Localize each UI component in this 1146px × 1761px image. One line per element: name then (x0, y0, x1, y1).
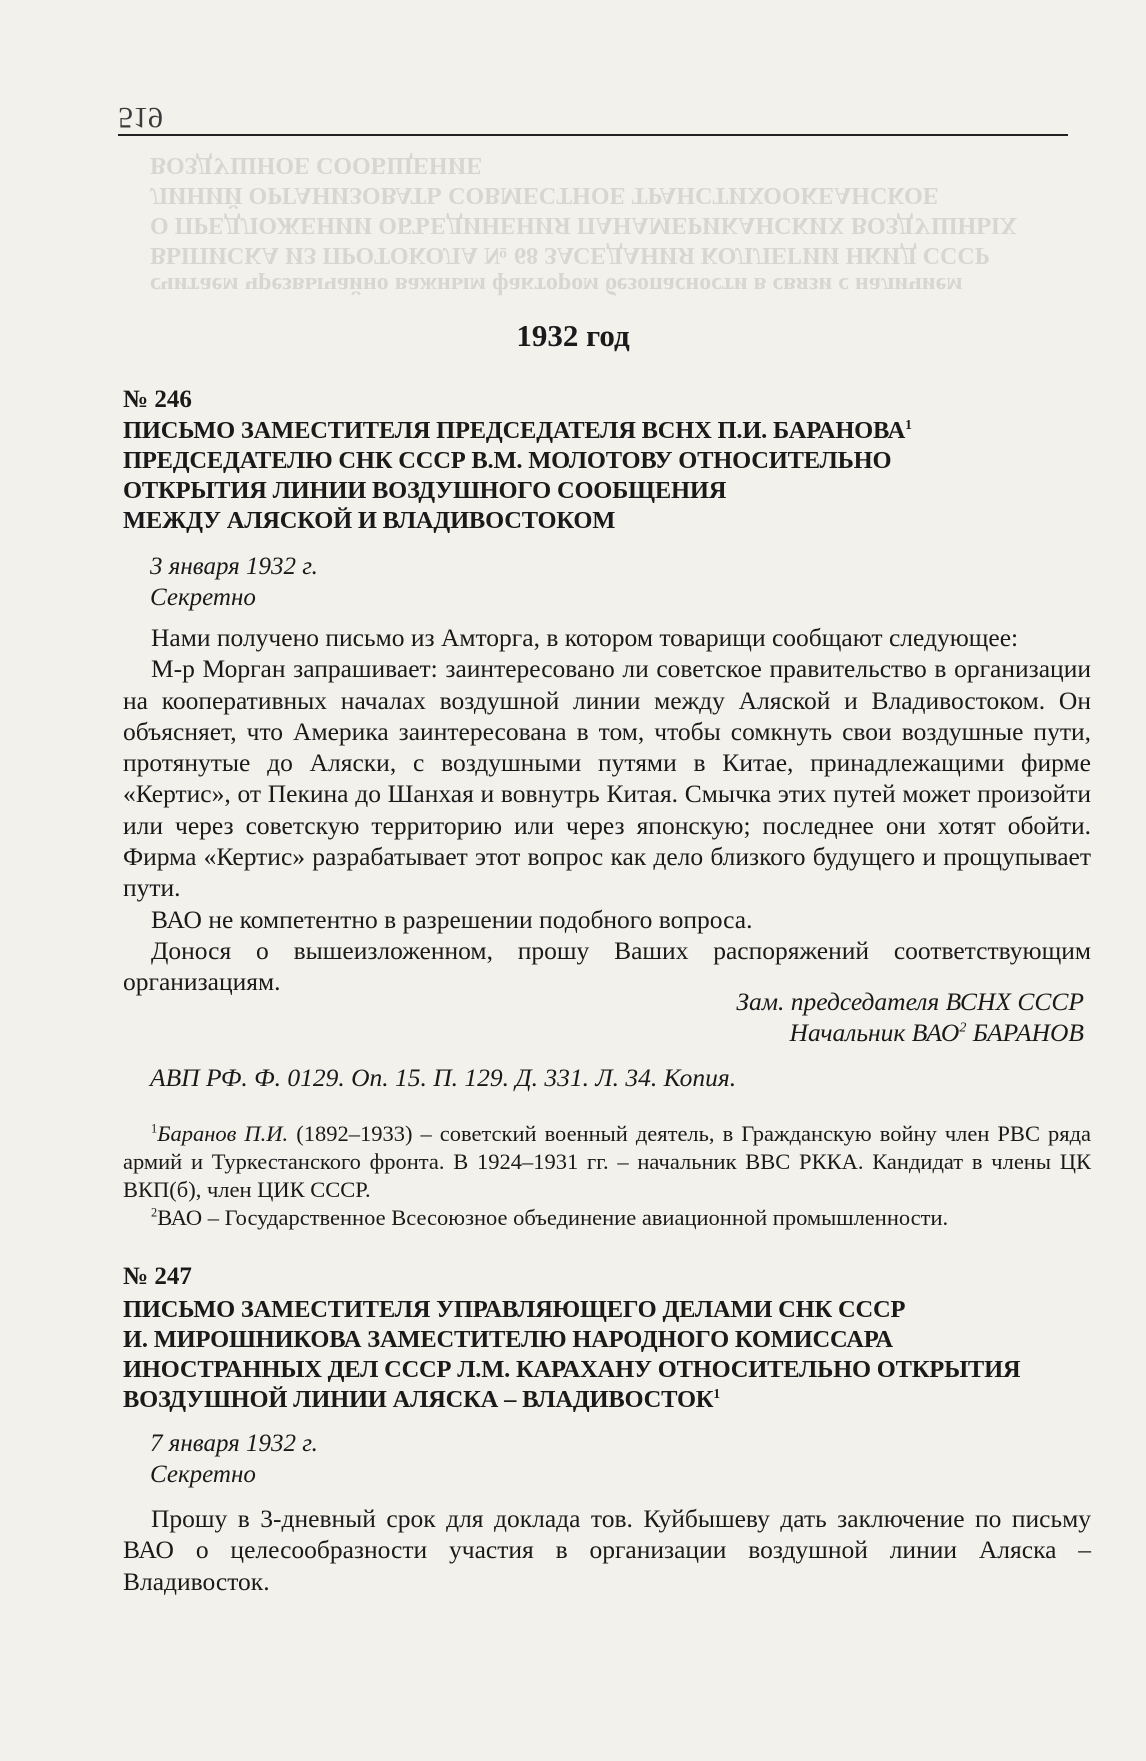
doc-247-body (123, 1503, 1091, 1597)
bleed-line: ЛИНИЙ ОРГАНИЗОВАТЬ СОВМЕСТНОЕ ТРАНСТИХООКЕАНСКОЕ (150, 182, 939, 208)
doc-247-classification: Секретно (150, 1461, 256, 1488)
year-heading: 1932 год (516, 318, 630, 353)
doc-246-footnotes (123, 1120, 1091, 1232)
paragraph: Нами получено письмо из Амторга, в котором товарищи сообщают следующее: (151, 623, 1019, 652)
footnote-text: ВАО – Государственное Всесоюзное объединение авиационной промышленности. (157, 1205, 949, 1230)
doc-246-date: 3 января 1932 г. (150, 553, 318, 580)
footnote-ref: 1 (905, 416, 912, 432)
doc-246-title-first: ПИСЬМО ЗАМЕСТИТЕЛЯ ПРЕДСЕДАТЕЛЯ ВСНХ П.И. БАРАНОВА (123, 417, 906, 444)
doc-247-title-text: ПИСЬМО ЗАМЕСТИТЕЛЯ УПРАВЛЯЮЩЕГО ДЕЛАМИ СНК СССР И. МИРОШНИКОВА ЗАМЕСТИТЕЛЮ НАРОДНОГО КОМИССАРА ИНОСТРАННЫХ ДЕЛ СССР Л.М. КАРАХАНУ ОТНОСИТЕЛЬНО ОТКРЫТИЯ ВОЗДУШНОЙ ЛИНИИ АЛЯСКА – ВЛАДИВОСТОК (123, 1296, 1021, 1413)
paragraph: ВАО не компетентно в разрешении подобного вопроса. (151, 904, 753, 934)
bleed-line: ВОЗДУШНОЕ СООБЩЕНИЕ (150, 152, 483, 178)
paragraph: М-р Морган запрашивает: заинтересовано ли советское правительство в организации на кооперативных началах воздушной линии между Аляской и Владивостоком. Он объясняет, что Америка заинтересована в том, чтобы сомкнуть свои воздушные пути, протянутые до Аляски, с воздушными путями в Китае, принадлежащими фирме «Кертис», от Пекина до Шанхая и вовнутрь Китая. Смычка этих путей может произойти или через советскую территорию или через японскую; последнее они хотят обойти. Фирма «Кертис» разрабатывает этот вопрос как дело близкого будущего и прощупывает пути. (123, 654, 1091, 903)
doc-246-number: № 246 (123, 386, 192, 413)
doc-247-meta (150, 1428, 318, 1490)
footnote-mark: 1 (151, 1121, 158, 1136)
footnote-person: Баранов П.И. (157, 1121, 289, 1146)
footnote (123, 1204, 1091, 1232)
doc-246-title (123, 416, 1083, 536)
signature-title: Начальник ВАО (789, 1018, 960, 1047)
bleed-line: считаем чрезвычайно важным фактором безопасности в связи с наличием (150, 272, 963, 298)
signature-name (736, 1017, 1084, 1048)
paragraph: Донося о вышеизложенном, прошу Ваших распоряжений соответствующим организациям. (123, 935, 1091, 997)
signature-surname: БАРАНОВ (966, 1018, 1084, 1047)
footnote-text: (1892–1933) – советский военный деятель, в Гражданскую войну член РВС ряда армий и Туркестанского фронта. В 1924–1931 гг. – начальник ВВС РККА. Кандидат в члены ЦК ВКП(б), член ЦИК СССР. (123, 1121, 1092, 1202)
doc-246-archive-ref: АВП РФ. Ф. 0129. Оп. 15. П. 129. Д. 331. Л. 34. Копия. (150, 1063, 737, 1092)
doc-247-title (123, 1295, 1083, 1415)
doc-247-number: № 247 (123, 1263, 192, 1290)
footnote-ref: 2 (959, 1020, 967, 1036)
doc-246-signature (736, 986, 1084, 1048)
doc-246-classification: Секретно (150, 584, 256, 611)
bleed-through-text (150, 150, 1070, 300)
doc-246-title-rest: ПРЕДСЕДАТЕЛЮ СНК СССР В.М. МОЛОТОВУ ОТНОСИТЕЛЬНО ОТКРЫТИЯ ЛИНИИ ВОЗДУШНОГО СООБЩЕНИЯ МЕЖДУ АЛЯСКОЙ И ВЛАДИВОСТОКОМ (123, 447, 892, 534)
footnote-mark: 2 (151, 1205, 158, 1220)
footnote (123, 1120, 1091, 1204)
signature-position: Зам. председателя ВСНХ СССР (736, 987, 1084, 1016)
bleed-line: О ПРЕДЛОЖЕНИИ ОБЪЕДИНЕНИЯ ПАНАМЕРИКАНСКИХ ВОЗДУШНЫХ (150, 212, 1018, 238)
doc-246-body (123, 622, 1091, 998)
page-number: 519 (118, 101, 163, 134)
paragraph: Прошу в 3-дневный срок для доклада тов. Куйбышеву дать заключение по письму ВАО о целесообразности участия в организации воздушной линии Аляска – Владивосток. (123, 1504, 1091, 1596)
doc-247-date: 7 января 1932 г. (150, 1430, 318, 1457)
footnote-ref: 1 (713, 1385, 720, 1401)
header-rule (118, 134, 1068, 136)
bleed-line: ВЫПИСКА ИЗ ПРОТОКОЛА № 68 ЗАСЕДАНИЯ КОЛЛЕГИИ НКИД СССР (150, 242, 990, 268)
doc-246-meta (150, 551, 318, 613)
